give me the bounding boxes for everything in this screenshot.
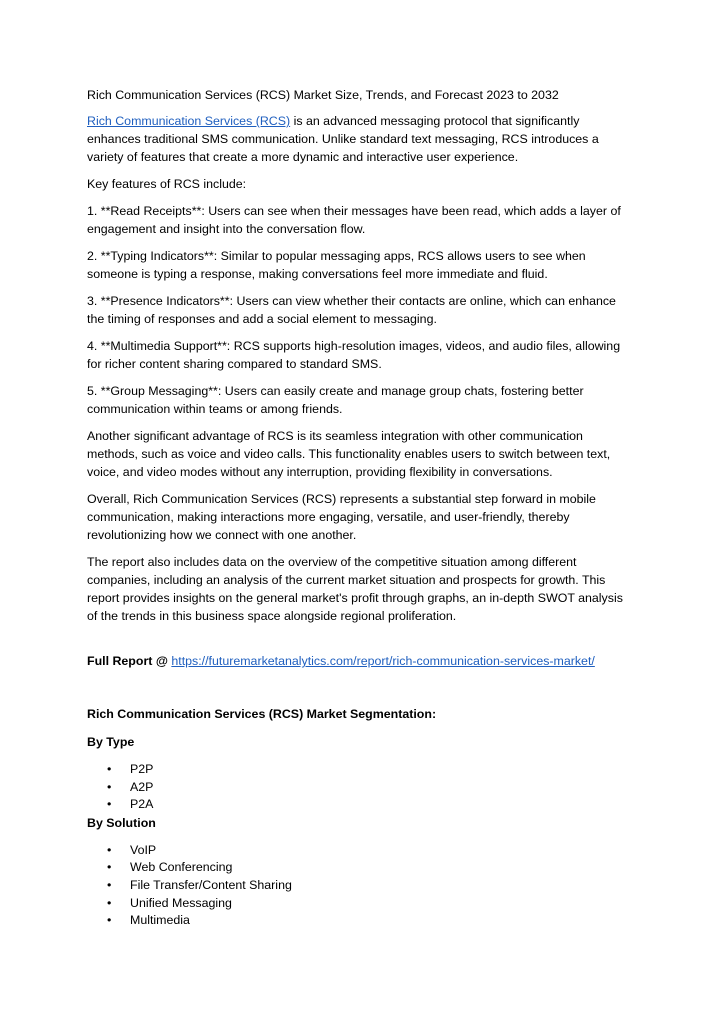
feature-group-messaging: 5. **Group Messaging**: Users can easily create and manage group chats, fostering better communication within teams or among friends.: [87, 384, 584, 416]
list-item: • VoIP: [87, 842, 635, 860]
feature-presence-indicators: 3. **Presence Indicators**: Users can view whether their contacts are online, which can enhance the timing of responses and add a social element to messaging.: [87, 294, 616, 326]
feature-multimedia-support: 4. **Multimedia Support**: RCS supports high-resolution images, videos, and audio files, allowing for richer content sharing compared to standard SMS.: [87, 339, 621, 371]
integration-paragraph: Another significant advantage of RCS is its seamless integration with other communication methods, such as voice and video calls. This functionality enables users to switch between text, voice, and video modes without any interruption, providing flexibility in conversations.: [87, 429, 611, 479]
overall-paragraph: Overall, Rich Communication Services (RCS) represents a substantial step forward in mobile communication, making interactions more engaging, versatile, and user-friendly, thereby revolutionizing how we connect with one another.: [87, 492, 596, 542]
document-page: [87, 86, 635, 930]
report-paragraph: The report also includes data on the overview of the competitive situation among different companies, including an analysis of the current market situation and prospects for growth. This report provides insights on the general market's profit through graphs, an in-depth SWOT analysis of the trends in this business space alongside regional proliferation.: [87, 555, 623, 623]
segmentation-title: Rich Communication Services (RCS) Market Segmentation:: [87, 707, 437, 721]
rcs-link[interactable]: Rich Communication Services (RCS): [87, 114, 291, 128]
list-item: • Unified Messaging: [87, 895, 635, 913]
features-heading: Key features of RCS include:: [87, 177, 247, 191]
full-report-label: Full Report @: [87, 654, 172, 668]
list-item: • Web Conferencing: [87, 859, 635, 877]
feature-read-receipts: 1. **Read Receipts**: Users can see when their messages have been read, which adds a layer of engagement and insight into the conversation flow.: [87, 204, 621, 236]
by-type-heading: By Type: [87, 735, 135, 749]
intro-text: is an advanced messaging protocol that significantly enhances traditional SMS communication. Unlike standard text messaging, RCS introduces a variety of features that create a more dynamic and interactive user experience.: [87, 114, 599, 164]
by-solution-heading: By Solution: [87, 815, 156, 830]
list-item: • P2A: [87, 796, 635, 814]
full-report-line: [87, 652, 635, 670]
intro-paragraph: [87, 112, 635, 166]
list-item: • Multimedia: [87, 912, 635, 930]
feature-typing-indicators: 2. **Typing Indicators**: Similar to popular messaging apps, RCS allows users to see when someone is typing a response, making conversations feel more immediate and fluid.: [87, 249, 586, 281]
list-item: • A2P: [87, 779, 635, 797]
list-item: • File Transfer/Content Sharing: [87, 877, 635, 895]
by-solution-list: [87, 842, 635, 930]
list-item: • P2P: [87, 761, 635, 779]
document-title: Rich Communication Services (RCS) Market Size, Trends, and Forecast 2023 to 2032: [87, 88, 559, 102]
full-report-link[interactable]: https://futuremarketanalytics.com/report/rich-communication-services-market/: [171, 654, 595, 668]
by-type-list: [87, 761, 635, 814]
